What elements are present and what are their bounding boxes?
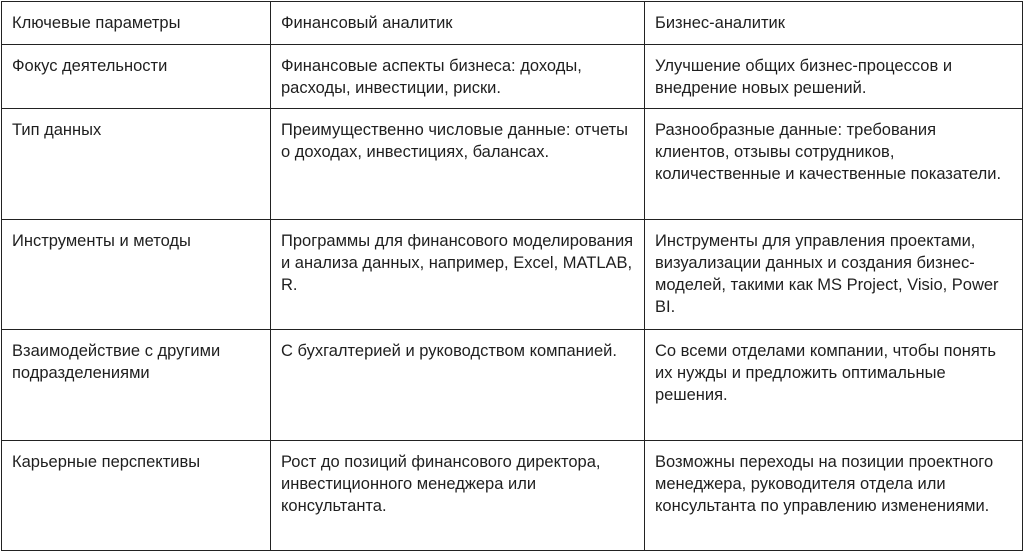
business-cell: Разнообразные данные: требования клиентов, отзывы сотрудников, количественные и качественные показатели. bbox=[645, 109, 1023, 220]
param-cell: Взаимодействие с другими подразделениями bbox=[2, 330, 271, 441]
business-cell: Возможны переходы на позиции проектного менеджера, руководителя отдела или консультанта по управлению изменениями. bbox=[645, 441, 1023, 551]
param-cell: Тип данных bbox=[2, 109, 271, 220]
business-cell: Инструменты для управления проектами, визуализации данных и создания бизнес-моделей, такими как MS Project, Visio, Power BI. bbox=[645, 220, 1023, 330]
finance-cell: Преимущественно числовые данные: отчеты о доходах, инвестициях, балансах. bbox=[271, 109, 645, 220]
comparison-table bbox=[1, 1, 1023, 551]
table-row bbox=[2, 330, 1023, 441]
table-row bbox=[2, 45, 1023, 109]
param-cell: Карьерные перспективы bbox=[2, 441, 271, 551]
finance-cell: Рост до позиций финансового директора, инвестиционного менеджера или консультанта. bbox=[271, 441, 645, 551]
header-cell-params: Ключевые параметры bbox=[2, 2, 271, 45]
business-cell: Улучшение общих бизнес-процессов и внедрение новых решений. bbox=[645, 45, 1023, 109]
business-cell: Со всеми отделами компании, чтобы понять их нужды и предложить оптимальные решения. bbox=[645, 330, 1023, 441]
table-header-row bbox=[2, 2, 1023, 45]
table-row bbox=[2, 220, 1023, 330]
table-row bbox=[2, 109, 1023, 220]
param-cell: Фокус деятельности bbox=[2, 45, 271, 109]
finance-cell: Финансовые аспекты бизнеса: доходы, расходы, инвестиции, риски. bbox=[271, 45, 645, 109]
header-cell-financial-analyst: Финансовый аналитик bbox=[271, 2, 645, 45]
finance-cell: Программы для финансового моделирования и анализа данных, например, Excel, MATLAB, R. bbox=[271, 220, 645, 330]
header-cell-business-analyst: Бизнес-аналитик bbox=[645, 2, 1023, 45]
finance-cell: С бухгалтерией и руководством компанией. bbox=[271, 330, 645, 441]
table-row bbox=[2, 441, 1023, 551]
param-cell: Инструменты и методы bbox=[2, 220, 271, 330]
